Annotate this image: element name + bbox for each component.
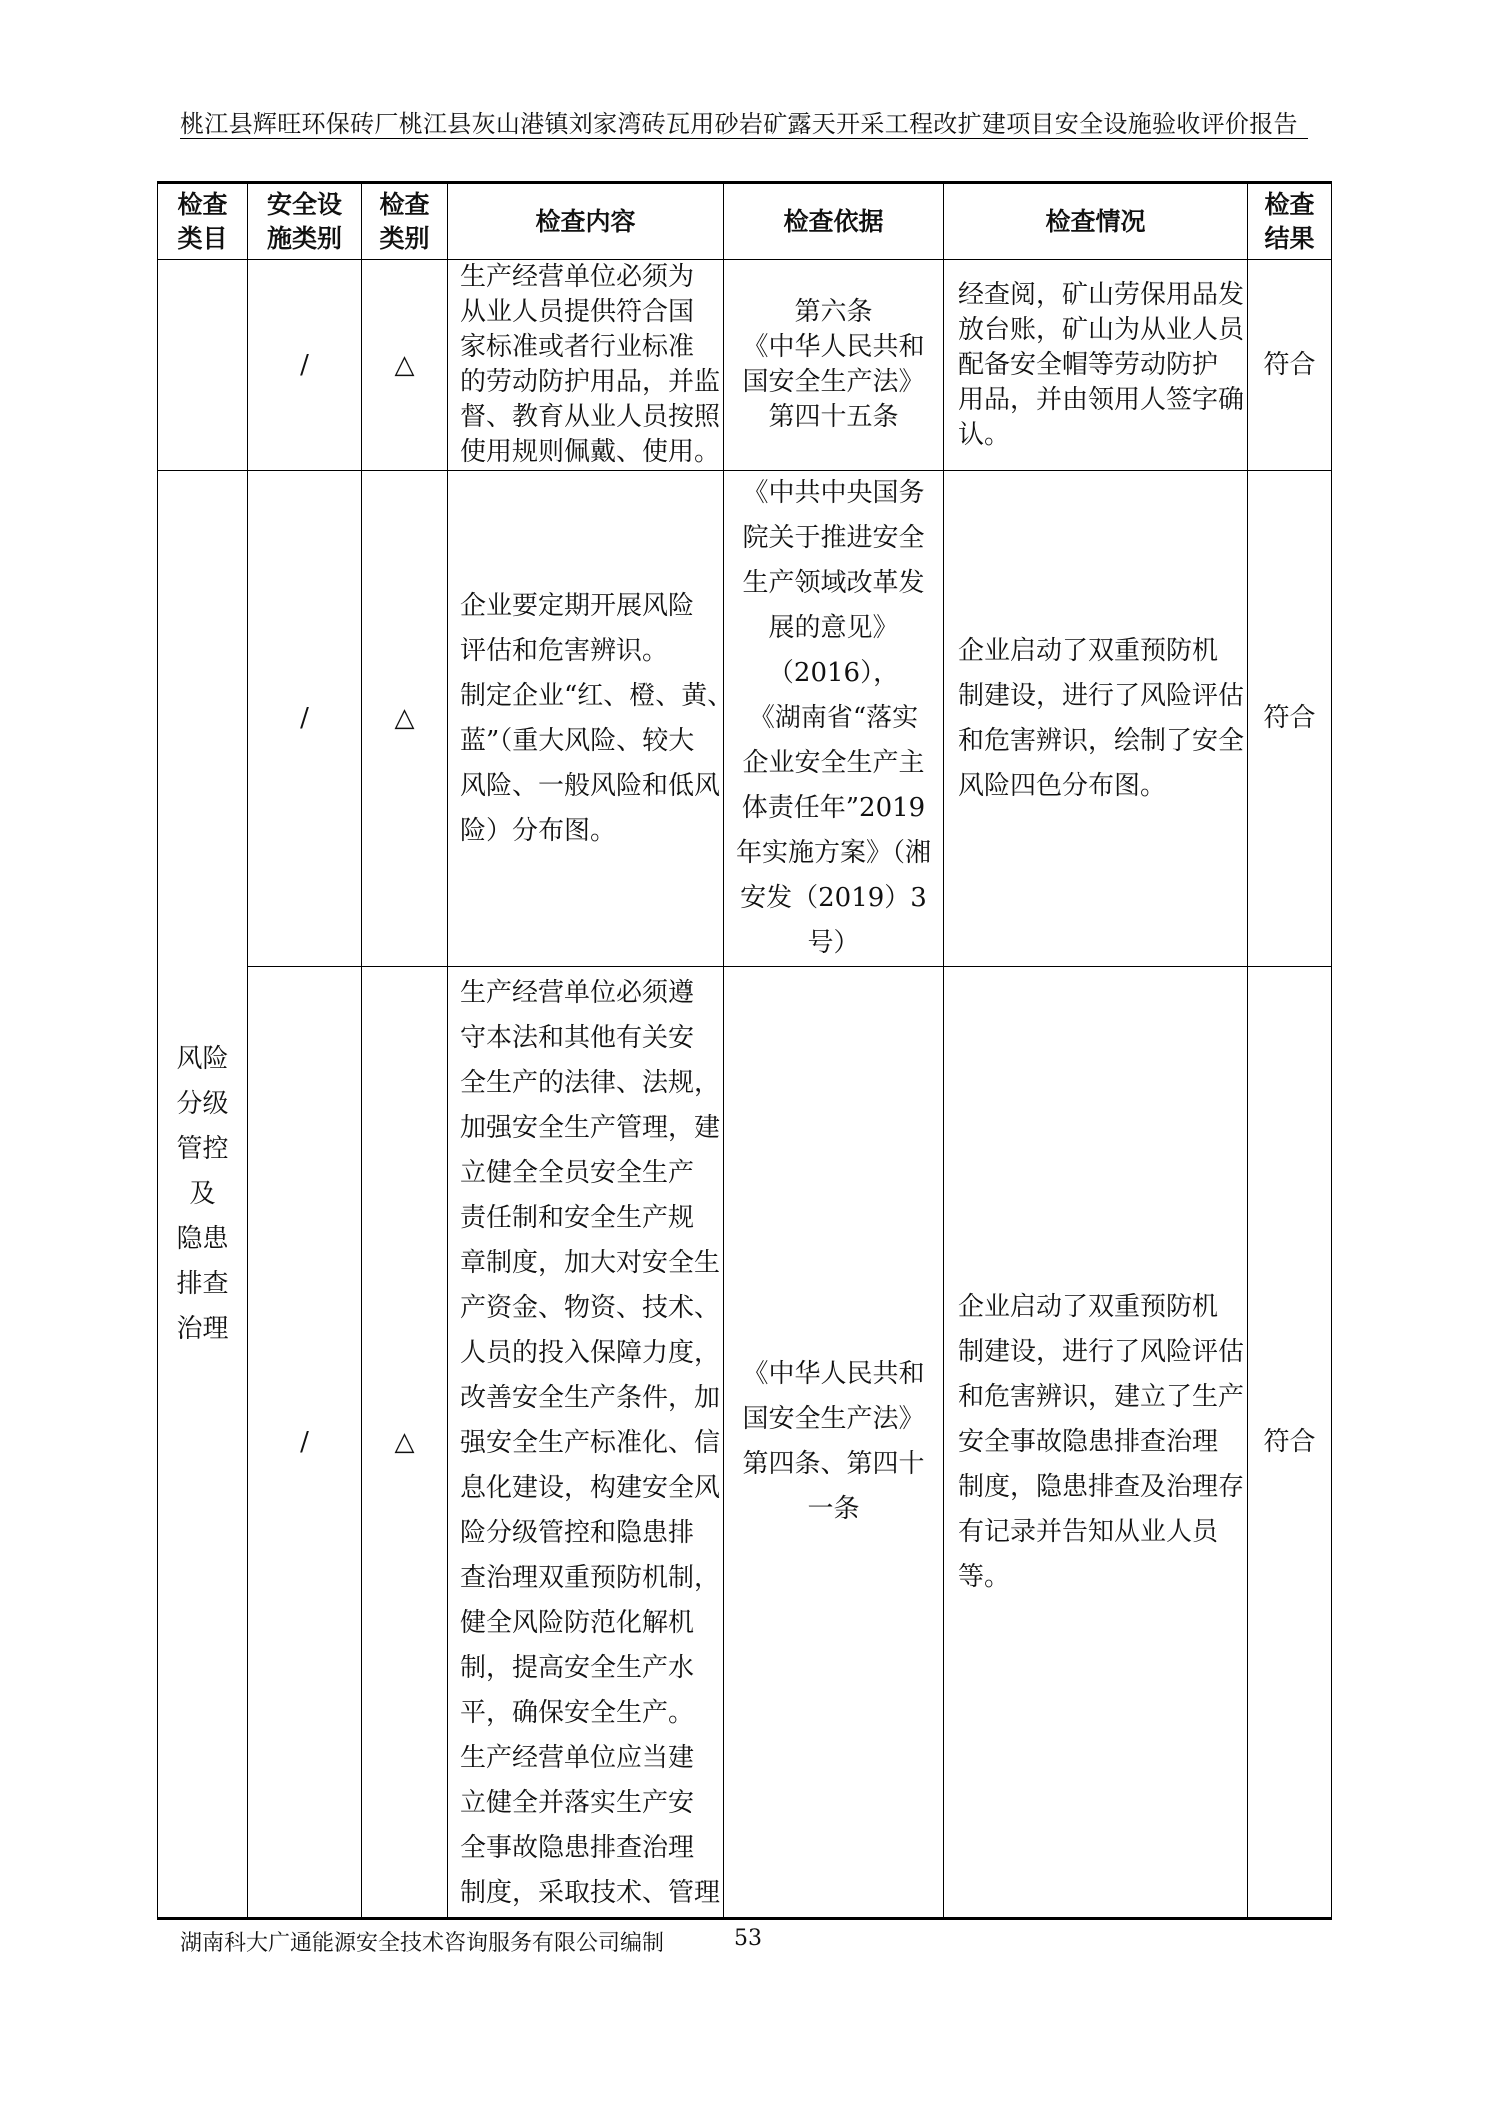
text-line: 《湖南省“落实 (748, 703, 919, 733)
content-cell (448, 471, 734, 967)
text-line: 《中华人民共和 (742, 332, 925, 362)
text-line: 检查内容 (535, 206, 636, 236)
text-line: 认。 (958, 419, 1011, 450)
col-header-content (448, 183, 724, 260)
text-line: 生产经营单位必须为 (460, 262, 695, 292)
text-line: 国安全生产法》 (742, 1404, 925, 1434)
content-cell (448, 967, 724, 1919)
text-line: 检查情况 (1045, 206, 1146, 236)
result-cell: 符合 (1248, 967, 1332, 1919)
col-header-result (1248, 183, 1332, 260)
text-line: 蓝”（重大风险、较大 (460, 725, 695, 756)
text-line: 产资金、物资、技术、 (460, 1293, 721, 1323)
result-cell: 符合 (1248, 260, 1332, 471)
text-line: 号） (807, 928, 860, 958)
check-type-cell: △ (362, 260, 448, 471)
text-line: 立健全全员安全生产 (460, 1158, 695, 1188)
text-line: 《中华人民共和 (742, 1359, 925, 1389)
text-line: 用品，并由领用人签字确 (958, 384, 1245, 415)
table-row (158, 967, 1332, 1919)
text-line: 的劳动防护用品，并监 (460, 367, 721, 397)
text-line: 安发（2019）3 (740, 883, 927, 913)
text-line: 评估和危害辨识。 (460, 635, 669, 666)
col-header-basis (724, 183, 944, 260)
text-line: 类目 (177, 223, 228, 253)
content-cell (448, 260, 724, 471)
text-line: 全事故隐患排查治理 (460, 1833, 695, 1863)
col-header-category (158, 183, 248, 260)
inspection-table (157, 181, 1332, 1920)
page-number: 53 (734, 1926, 762, 1951)
text-line: 放台账，矿山为从业人员 (958, 314, 1245, 345)
text-line: 生产经营单位必须遵 (460, 978, 695, 1008)
text-line: 检查 (1264, 189, 1315, 219)
text-line: 全生产的法律、法规， (460, 1068, 721, 1098)
situation-cell (944, 471, 1248, 967)
text-line: 使用规则佩戴、使用。 (460, 437, 721, 467)
col-header-facility-type (248, 183, 362, 260)
text-line: 企业启动了双重预防机 (958, 635, 1219, 666)
check-type-cell: △ (362, 967, 448, 1919)
text-line: 院关于推进安全 (742, 523, 925, 553)
text-line: 国安全生产法》 (742, 367, 925, 397)
text-line: 检查依据 (783, 206, 884, 236)
table-header-row (158, 183, 1332, 260)
text-line: 生产经营单位应当建 (460, 1743, 695, 1773)
text-line: 和危害辨识，绘制了安全 (958, 725, 1245, 756)
text-line: 风险四色分布图。 (958, 770, 1167, 801)
text-line: 第六条 (794, 297, 873, 327)
result-cell: 符合 (1248, 471, 1332, 967)
facility-type-cell: / (248, 471, 362, 967)
text-line: 年实施方案》（湘 (735, 838, 931, 868)
text-line: 立健全并落实生产安 (460, 1788, 695, 1818)
text-line: 人员的投入保障力度， (460, 1338, 721, 1368)
text-line: 督、教育从业人员按照 (460, 402, 721, 432)
text-line: 检查 (379, 189, 430, 219)
text-line: 安全设 (266, 189, 342, 219)
text-line: 管控 (176, 1133, 229, 1164)
text-line: 有记录并告知从业人员 (958, 1516, 1219, 1547)
text-line: 经查阅，矿山劳保用品发 (958, 279, 1245, 310)
text-line: （2016）， (767, 658, 900, 688)
basis-cell (724, 471, 944, 967)
text-line: 制建设，进行了风险评估 (958, 1336, 1245, 1367)
facility-type-cell: / (248, 260, 362, 471)
text-line: 企业安全生产主 (742, 748, 925, 778)
text-line: 息化建设，构建安全风 (460, 1473, 721, 1503)
text-line: 体责任年”2019 (741, 793, 926, 823)
text-line: 企业启动了双重预防机 (958, 1291, 1219, 1322)
table-row (158, 260, 1332, 471)
situation-cell (944, 260, 1248, 471)
col-header-check-type (362, 183, 448, 260)
text-line: 第四条、第四十 (742, 1449, 925, 1479)
col-header-situation (944, 183, 1248, 260)
text-line: 强安全生产标准化、信 (460, 1428, 721, 1458)
text-line: 平，确保安全生产。 (460, 1698, 695, 1728)
text-line: 安全事故隐患排查治理 (958, 1426, 1219, 1457)
text-line: 责任制和安全生产规 (460, 1203, 695, 1233)
text-line: 第四十五条 (768, 402, 899, 432)
text-line: 《中共中央国务 (742, 478, 925, 508)
text-line: 配备安全帽等劳动防护 (958, 349, 1219, 380)
text-line: 制，提高安全生产水 (460, 1653, 695, 1683)
text-line: 家标准或者行业标准 (460, 332, 695, 362)
text-line: 施类别 (266, 223, 342, 253)
situation-cell (944, 967, 1248, 1919)
text-line: 制度，采取技术、管理 (460, 1878, 721, 1908)
text-line: 制度，隐患排查及治理存 (958, 1471, 1245, 1502)
text-line: 排查 (176, 1268, 229, 1299)
text-line: 展的意见》 (768, 613, 899, 643)
table-row (158, 471, 1332, 967)
text-line: 险分级管控和隐患排 (460, 1518, 695, 1548)
text-line: 一条 (807, 1494, 860, 1524)
category-cell-empty (158, 260, 248, 471)
text-line: 检查 (177, 189, 228, 219)
text-line: 分级 (176, 1088, 229, 1119)
text-line: 企业要定期开展风险 (460, 590, 695, 621)
text-line: 守本法和其他有关安 (460, 1023, 695, 1053)
footer-organization: 湖南科大广通能源安全技术咨询服务有限公司编制 (180, 1931, 665, 1956)
text-line: 隐患 (176, 1223, 229, 1254)
text-line: 查治理双重预防机制， (460, 1563, 721, 1593)
basis-cell (724, 967, 944, 1919)
text-line: 类别 (379, 223, 430, 253)
text-line: 生产领域改革发 (742, 568, 925, 598)
text-line: 章制度，加大对安全生 (460, 1248, 721, 1278)
text-line: 风险 (176, 1043, 229, 1074)
facility-type-cell: / (248, 967, 362, 1919)
text-line: 加强安全生产管理，建 (460, 1113, 721, 1143)
text-line: 和危害辨识，建立了生产 (958, 1381, 1245, 1412)
report-header-title: 桃江县辉旺环保砖厂桃江县灰山港镇刘家湾砖瓦用砂岩矿露天开采工程改扩建项目安全设施验收评价报告 (180, 110, 1298, 138)
text-line: 风险、一般风险和低风 (460, 770, 721, 801)
text-line: 制定企业“红、橙、黄、 (460, 680, 734, 711)
text-line: 从业人员提供符合国 (460, 297, 695, 327)
header-divider (180, 138, 1308, 139)
text-line: 健全风险防范化解机 (460, 1608, 695, 1638)
category-cell (158, 471, 248, 1919)
text-line: 等。 (958, 1561, 1011, 1592)
text-line: 制建设，进行了风险评估 (958, 680, 1245, 711)
text-line: 及 (189, 1178, 216, 1209)
text-line: 险）分布图。 (460, 815, 617, 846)
check-type-cell: △ (362, 471, 448, 967)
basis-cell (724, 260, 944, 471)
text-line: 结果 (1264, 223, 1315, 253)
text-line: 治理 (176, 1313, 229, 1344)
text-line: 改善安全生产条件，加 (460, 1383, 721, 1413)
